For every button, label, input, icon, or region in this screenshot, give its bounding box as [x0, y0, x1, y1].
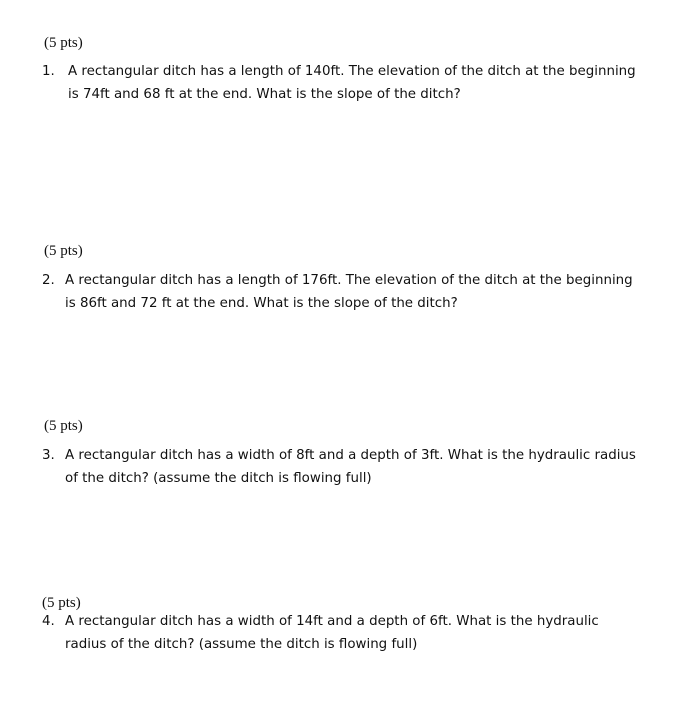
question-1: [42, 60, 642, 106]
question-3-text: A rectangular ditch has a width of 8ft and a depth of 3ft. What is the hydraulic radius of the ditch? (assume the ditch is flowing full): [65, 448, 636, 486]
question-4-text: A rectangular ditch has a width of 14ft and a depth of 6ft. What is the hydraulic radius of the ditch? (assume the ditch is flowing full): [65, 614, 599, 652]
question-2-text: A rectangular ditch has a length of 176ft. The elevation of the ditch at the beginning is 86ft and 72 ft at the end. What is the slope of the ditch?: [65, 273, 633, 311]
question-3: [42, 444, 642, 490]
question-4-number: 4.: [42, 614, 55, 629]
question-2-number: 2.: [42, 273, 55, 288]
question-4: [42, 610, 642, 656]
question-4-points: (5 pts): [42, 595, 81, 611]
question-3-number: 3.: [42, 448, 55, 463]
question-2-points: (5 pts): [44, 243, 83, 259]
question-2: [42, 269, 642, 315]
question-1-number: 1.: [42, 64, 55, 79]
question-1-text: A rectangular ditch has a length of 140ft. The elevation of the ditch at the beginning is 74ft and 68 ft at the end. What is the slope of the ditch?: [68, 64, 636, 102]
question-1-points: (5 pts): [44, 35, 83, 51]
question-3-points: (5 pts): [44, 418, 83, 434]
